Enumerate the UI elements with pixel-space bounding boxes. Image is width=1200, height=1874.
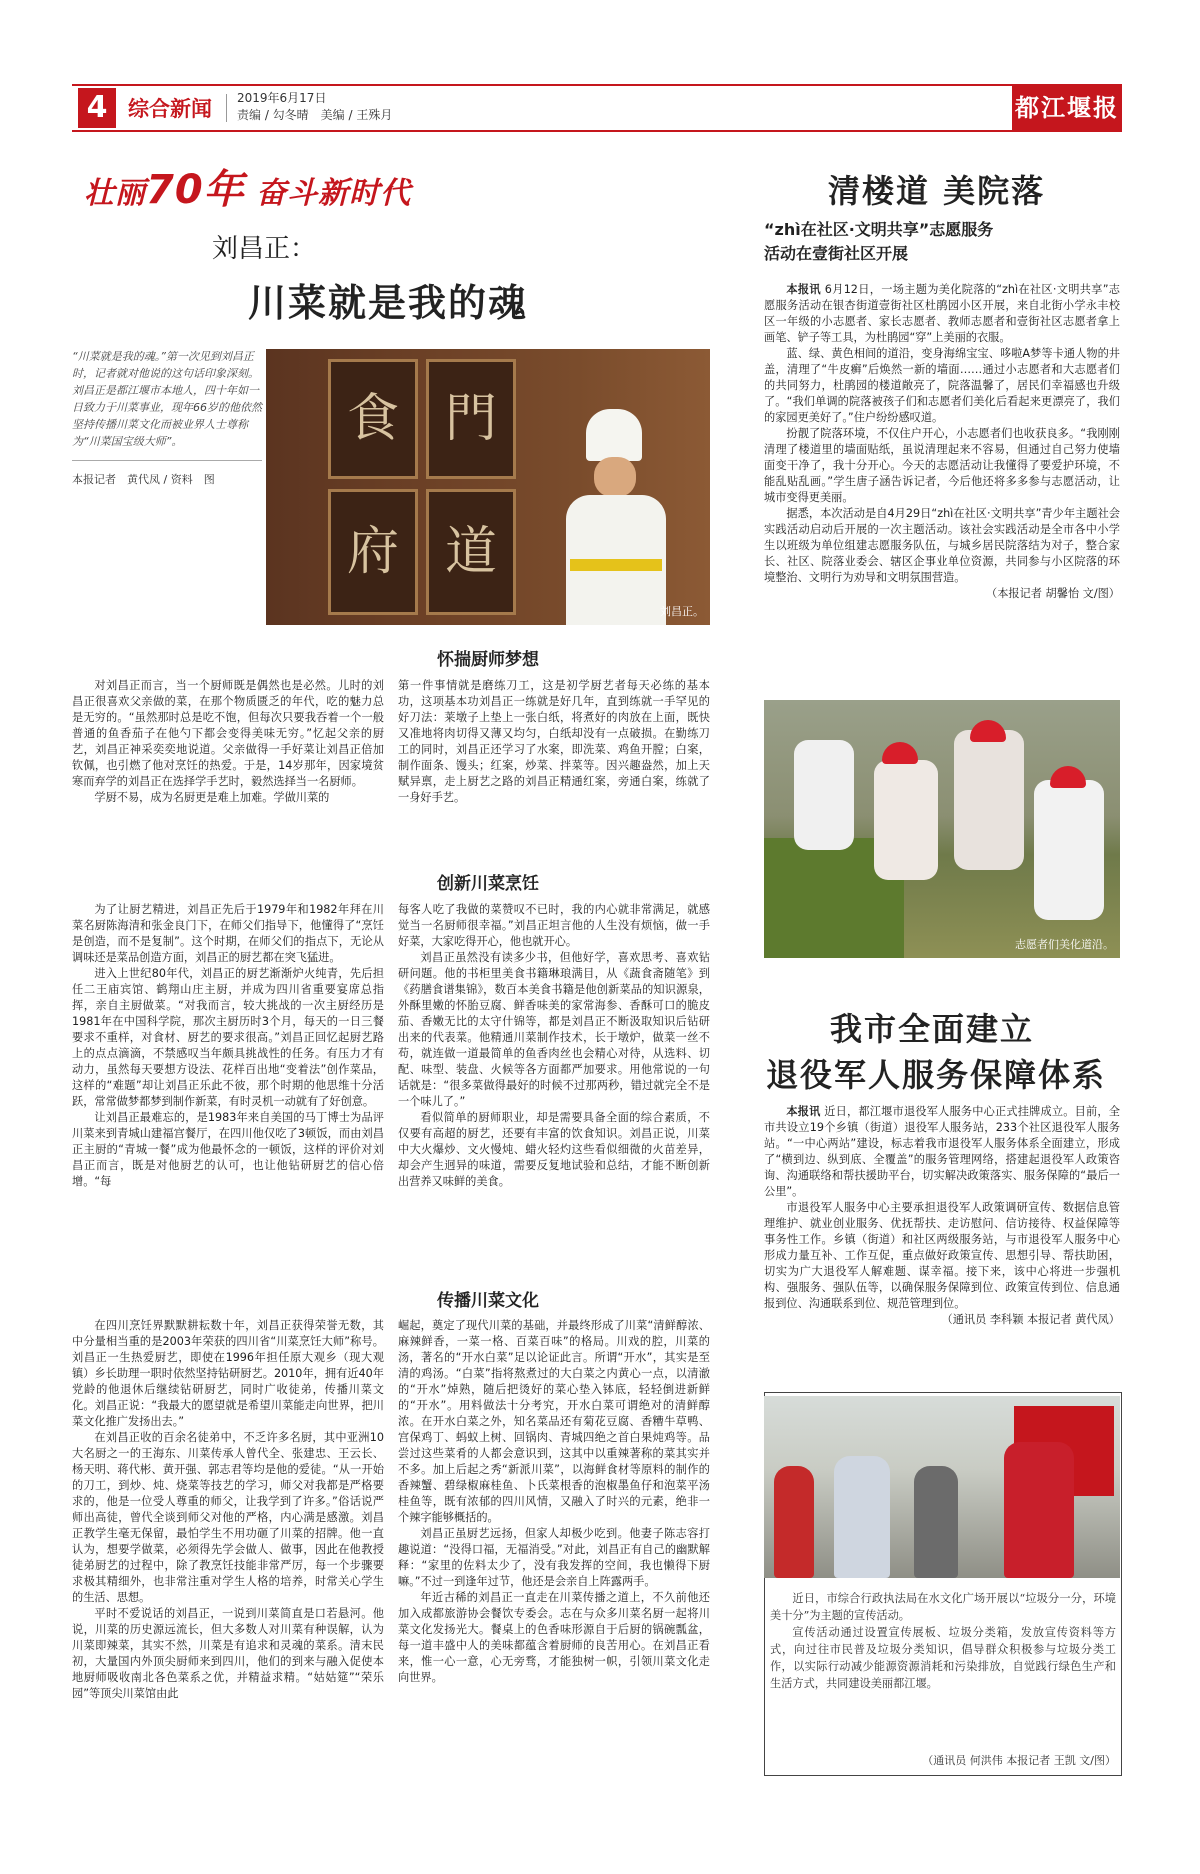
paragraph: 扮靓了院落环境，不仅住户开心，小志愿者们也收获良多。“我刚刚清理了楼道里的墙面贴纸，虽说清理起来不容易，但通过自己努力使墙面变干净了，我十分开心。今天的志愿活动让我懂得了要爱护环境，不能乱贴乱画。”学生唐子涵告诉记者，今后他还将多多参与志愿活动，让城市变得更美丽。 xyxy=(764,427,1120,504)
article-column xyxy=(398,902,710,1190)
right-mid-title-line1: 我市全面建立 xyxy=(830,1010,1035,1048)
garbage-sorting-photo xyxy=(764,1396,1120,1578)
article-column xyxy=(398,678,710,806)
masthead xyxy=(72,84,1122,132)
photo-figure xyxy=(1004,1442,1074,1578)
subtitle-line2: 活动在壹街社区开展 xyxy=(764,244,909,263)
paragraph: 宣传活动通过设置宣传展板、垃圾分类箱，发放宣传资料等方式，向过往市民普及垃圾分类知识，倡导群众积极参与垃圾分类工作，以实际行动减少能源资源消耗和污染排放，自觉践行绿色生产和生活方式，共同建设美丽都江堰。 xyxy=(770,1626,1116,1690)
editors-line: 责编 / 勾冬晴 美编 / 王殊月 xyxy=(237,108,393,122)
paper-logo: 都江堰报 xyxy=(1012,86,1122,130)
photo-cap xyxy=(970,720,1006,742)
section-name: 综合新闻 xyxy=(128,97,212,121)
chef-photo-caption: 刘昌正。 xyxy=(660,605,704,618)
paragraph: 刘昌正虽然没有读多少书，但他好学，喜欢思考、喜欢钻研问题。他的书柜里美食书籍琳琅满目，从《蔬食斋随笔》到《药膳食谱集锦》，数百本美食书籍是他创新菜品的知识源泉，外酥里嫩的怀胎豆腐、鲜香味美的家常海参、香酥可口的脆皮茄、香嫩无比的太守什锦等，都是刘昌正不断汲取知识后钻研出来的代表菜。他精通川菜制作技术，长于墩炉，做菜一丝不苟，就连做一道最简单的鱼香肉丝也会精心对待，从选料、切配、味型、装盘、火候等各方面都严加要求。用他常说的一句话就是：“很多菜做得最好的时候不过那两秒，错过就完全不是一个味儿了。” xyxy=(398,951,710,1108)
issue-date: 2019年6月17日 xyxy=(237,91,327,105)
section-heading: 传播川菜文化 xyxy=(437,1291,539,1311)
chef-photo xyxy=(266,349,710,625)
photo-figure xyxy=(914,1466,958,1578)
paragraph: 据悉，本次活动是自4月29日“zhì在社区·文明共享”青少年主题社会实践活动启动后开展的一次主题活动。该社会实践活动是全市各中小学生以班级为单位组建志愿服务队伍，与城乡居民院落结为对子，整合家长、社区、院落业委会、辖区企事业单位资源，共同参与小区院落的环境整治、文明行为劝导和文明氛围营造。 xyxy=(764,507,1120,584)
article-column xyxy=(764,282,1120,602)
theme-banner xyxy=(84,158,411,215)
paragraph: 第一件事情就是磨练刀工，这是初学厨艺者每天必练的基本功，这项基本功刘昌正一练就是好几年，直到练就一手罕见的好刀法：莱墩子上垫上一张白纸，将煮好的肉放在上面，既快又准地将肉切得又薄又均匀，白纸却没有一点破损。在勤练刀工的同时，刘昌正还学习了水案，即洗菜、鸡鱼开膛；白案，制作面条、馒头；红案，炒菜、拌菜等。因兴趣盎然，加上天赋异禀，走上厨艺之路的刘昌正精通红案，旁通白案，练就了一身好手艺。 xyxy=(398,679,710,804)
sign-panel: 食 xyxy=(328,359,418,479)
right-mid-title-line2: 退役军人服务保障体系 xyxy=(766,1056,1107,1094)
article-column xyxy=(72,678,384,806)
photo-figure xyxy=(794,740,854,850)
photo-news-caption xyxy=(770,1590,1116,1692)
subtitle-line1: “zhì在社区·文明共享”志愿服务 xyxy=(764,220,994,239)
volunteers-photo xyxy=(764,700,1120,958)
byline: （通讯员 李科颖 本报记者 黄代凤） xyxy=(941,1313,1120,1326)
sign-panel: 門 xyxy=(426,359,516,479)
photo-news-credit: （通讯员 何洪伟 本报记者 王凯 文/图） xyxy=(922,1754,1116,1767)
paragraph: 进入上世纪80年代，刘昌正的厨艺渐渐炉火纯青，先后担任二王庙宾馆、鹤翔山庄主厨，并成为四川省重要宴席总指挥，亲自主厨做菜。“对我而言，较大挑战的一次主厨经历是1981年在中国科学院，那次主厨历时3个月，每天的一日三餐要求不重样，对食材、厨艺的要求很高。”刘昌正回忆起厨艺路上的点点滴滴，不禁感叹当年颇具挑战性的任务。有压力才有动力，虽然每天要想方设法、花样百出地“变着法”创作菜品，这样的“难题”却让刘昌正乐此不彼，那个时期的他思维十分活跃，常常做梦都梦到制作新菜，有时灵机一动就有了好创意。 xyxy=(72,967,384,1108)
photo-figure xyxy=(834,1456,890,1578)
lead-label: 本报讯 xyxy=(786,1105,821,1118)
left-title-line1: 刘昌正： xyxy=(212,234,317,264)
right-top-title: 清楼道 美院落 xyxy=(828,172,1046,210)
right-top-subtitle xyxy=(764,218,1124,266)
masthead-top-rule xyxy=(72,84,1122,86)
intro-divider xyxy=(72,460,262,461)
section-divider xyxy=(226,94,227,122)
paragraph: 近日，都江堰市退役军人服务中心正式挂牌成立。目前，全市共设立19个乡镇（街道）退役军人服务站，233个社区退役军人服务站。“一中心两站”建设，标志着我市退役军人服务体系全面建立，形成了“横到边、纵到底、全覆盖”的服务管理网络，搭建起退役军人政策咨询、沟通联络和帮扶援助平台，切实解决政策落实、服务保障的“最后一公里”。 xyxy=(764,1105,1120,1198)
article-column xyxy=(72,1318,384,1702)
section-heading: 创新川菜烹饪 xyxy=(437,874,539,894)
photo-cap xyxy=(882,742,918,764)
theme-suffix: 奋斗新时代 xyxy=(256,176,412,211)
paragraph: 蓝、绿、黄色相间的道沿，变身海绵宝宝、哆啦A梦等卡通人物的井盖，清理了“牛皮癣”后焕然一新的墙面……通过小志愿者和大志愿者们的共同努力，杜鹃园的楼道敞亮了，院落温馨了，居民们幸福感也升级了。“我们单调的院落被孩子们和志愿者们美化后看起来更漂亮了，我们的家园更美好了。”住户纷纷感叹道。 xyxy=(764,347,1120,424)
photo-cap xyxy=(1050,766,1086,788)
page-number: 4 xyxy=(78,88,116,128)
photo-figure xyxy=(1034,780,1104,920)
paragraph: 为了让厨艺精进，刘昌正先后于1979年和1982年拜在川菜名厨陈海清和张金良门下，在师父们指导下，他懂得了“烹饪是创造，而不是复制”。这个时期，在师父们的指点下，无论从调味还是菜品创造方面，刘昌正的厨艺都在突飞猛进。 xyxy=(72,903,384,964)
intro-box xyxy=(72,348,262,487)
chef-sash xyxy=(570,559,662,571)
article-column xyxy=(72,902,384,1190)
paragraph: 6月12日，一场主题为美化院落的“zhì在社区·文明共享”志愿服务活动在银杏街道壹街社区杜鹃园小区开展，来自北街小学永丰校区一年级的小志愿者、家长志愿者、教师志愿者和壹街社区志愿者拿上画笔、铲子等工具，为杜鹃园“穿”上美丽的衣服。 xyxy=(764,283,1120,344)
paragraph: 在刘昌正收的百余名徒弟中，不乏许多名厨，其中亚洲10大名厨之一的王海东、川菜传承人曾代全、张建忠、王云长、杨天明、蒋代彬、黄开强、郭志君等均是他的爱徒。“从一开始的刀工，到炒、炖、烧菜等技艺的学习，师父对我都是严格要求的，他是一位受人尊重的师父，让我学到了许多。”俗话说严师出高徒，曾代全谈到师父对他的严格，内心满是感激。刘昌正教学生毫无保留，最怕学生不用功砸了川菜的招牌。他一直认为，想要学做菜，必须得先学会做人、做事，因此在他教授徒弟厨艺的过程中，除了教烹饪技能非常严厉，每一个步骤要求极其精细外，也非常注重对学生人格的培养，时常关心学生的生活、思想。 xyxy=(72,1431,384,1604)
theme-prefix: 壮丽 xyxy=(84,176,146,211)
paragraph: 每客人吃了我做的菜赞叹不已时，我的内心就非常满足，就感觉当一名厨师很幸福。”刘昌正坦言他的人生没有烦恼，做一手好菜，大家吃得开心，他也就开心。 xyxy=(398,903,710,948)
paragraph: 对刘昌正而言，当一个厨师既是偶然也是必然。儿时的刘昌正很喜欢父亲做的菜，在那个物质匮乏的年代，吃的魅力总是无穷的。“虽然那时总是吃不饱，但每次只要我吞着一个一般普通的鱼香茄子在他勺下都会变得美味无穷。”忆起父亲的厨艺，刘昌正神采奕奕地说道。父亲做得一手好菜让刘昌正倍加钦佩，也引燃了他对烹饪的热爱。于是，14岁那年，因家境贫寒而弃学的刘昌正在选择学手艺时，毅然选择当一名厨师。 xyxy=(72,679,384,788)
paragraph: 崛起，奠定了现代川菜的基础，并最终形成了川菜“清鲜醇浓、麻辣鲜香，一菜一格、百菜百味”的格局。川戏的腔，川菜的汤，著名的“开水白菜”足以论证此言。所谓“开水”，其实是至清的鸡汤。“白菜”指将熬煮过的大白菜之内黄心一点，以清澈的“开水”焯熟，随后把烫好的菜心垫入钵底，轻轻倒进新鲜的“开水”。用料做法十分考究，开水白菜可谓绝对的清鲜醇浓。在开水白菜之外，知名菜品还有菊花豆腐、香糟牛草鸭、宫保鸡丁、蚂蚁上树、回锅肉、青城四绝之首白果炖鸡等。品尝过这些菜肴的人都会意识到，这其中以重辣著称的菜其实并不多。加上后起之秀“新派川菜”，以海鲜食材等原料的制作的香辣蟹、碧绿椒麻桂鱼、卜氏菜根香的泡椒墨鱼仔和泡菜平汤桂鱼等，既有浓郁的四川风情，又融入了时兴的元素，绝非一个辣字能够概括的。 xyxy=(398,1319,710,1524)
lead-label: 本报讯 xyxy=(786,283,821,296)
chef-hat xyxy=(586,409,642,461)
article-column xyxy=(398,1318,710,1686)
paragraph: 近日，市综合行政执法局在水文化广场开展以“垃圾分一分，环境美十分”为主题的宣传活动。 xyxy=(770,1592,1116,1622)
article-column xyxy=(764,1104,1120,1328)
paragraph: 市退役军人服务中心主要承担退役军人政策调研宣传、数据信息管理维护、就业创业服务、优抚帮扶、走访慰问、信访接待、权益保障等事务性工作。乡镇（街道）和社区两级服务站，与市退役军人服务中心形成力量互补、工作互促，重点做好政策宣传、思想引导、帮扶助困，切实为广大退役军人解难题、谋幸福。接下来，该中心将进一步强机构、强服务、强队伍等，以确保服务保障到位、政策宣传到位、信息通报到位、沟通联系到位、规范管理到位。 xyxy=(764,1201,1120,1310)
volunteers-photo-caption: 志愿者们美化道沿。 xyxy=(1015,938,1114,951)
theme-70: 70年 xyxy=(146,167,245,213)
photo-figure xyxy=(774,1466,814,1578)
sign-panel: 府 xyxy=(328,489,418,615)
paragraph: 让刘昌正最难忘的，是1983年来自美国的马丁博士为品评川菜来到青城山建福宫餐厅，在四川他仅吃了3顿饭，而由刘昌正主厨的“青城一餐”成为他最怀念的一顿饭，这样的评价对刘昌正而言，既是对他厨艺的认可，也让他钻研厨艺的信心倍增。“每 xyxy=(72,1111,384,1188)
photo-figure xyxy=(874,760,938,880)
section-heading: 怀揣厨师梦想 xyxy=(437,650,539,670)
left-title-line2: 川菜就是我的魂 xyxy=(248,280,529,325)
chef-face xyxy=(594,457,636,497)
paragraph: 看似简单的厨师职业，却是需要具备全面的综合素质，不仅要有高超的厨艺，还要有丰富的饮食知识。刘昌正说，川菜中大火爆炒、文火慢炖、蜡火轻灼这些看似细微的火苗差异，却会产生迥异的味道，需要反复地试验和总结，才能不断创新出营养又味鲜的美食。 xyxy=(398,1111,710,1188)
date-editors xyxy=(237,90,392,124)
paragraph: 学厨不易，成为名厨更是难上加难。学做川菜的 xyxy=(94,791,330,804)
intro-credit: 本报记者 黄代凤 / 资料 图 xyxy=(72,473,215,486)
masthead-bottom-rule xyxy=(72,130,1122,132)
paragraph: 年近古稀的刘昌正一直走在川菜传播之道上，不久前他还加入成都旅游协会餐饮专委会。志在与众多川菜名厨一起将川菜文化发扬光大。餐桌上的色香味形源自于后厨的锅碗瓢盆，每一道丰盛中人的美味都蕴含着厨师的良苦用心。在刘昌正看来，惟一心一意，心无旁骛，才能独树一帜，引领川菜文化走向世界。 xyxy=(398,1591,710,1684)
sign-panel: 道 xyxy=(426,489,516,615)
paragraph: 刘昌正虽厨艺远扬，但家人却极少吃到。他妻子陈志容打趣说道：“没得口福，无福消受。”对此，刘昌正有自己的幽默解释：“家里的佐料太少了，没有我发挥的空间，我也懒得下厨嘛。”不过一到逢年过节，他还是会亲自上阵露两手。 xyxy=(398,1527,710,1588)
photo-figure xyxy=(954,730,1024,870)
byline: （本报记者 胡馨怡 文/图） xyxy=(986,587,1120,600)
paragraph: 在四川烹饪界默默耕耘数十年，刘昌正获得荣誉无数，其中分量相当重的是2003年荣获的四川省“川菜烹饪大师”称号。刘昌正一生热爱厨艺，即使在1996年担任原大观乡（现大观镇）乡长助理一职时依然坚持钻研厨艺。2010年，拥有近40年党龄的他退休后继续钻研厨艺，同时广收徒弟，传播川菜文化。刘昌正说：“我最大的愿望就是希望川菜能走向世界，把川菜文化推广发扬出去。” xyxy=(72,1319,384,1428)
chef-figure xyxy=(566,409,666,625)
intro-text: “川菜就是我的魂。”第一次见到刘昌正时，记者就对他说的这句话印象深刻。刘昌正是都江堰市本地人，四十年如一日致力于川菜事业，现年66岁的他依然坚持传播川菜文化而被业界人士尊称为“川菜国宝级大师”。 xyxy=(72,350,262,448)
paragraph: 平时不爱说话的刘昌正，一说到川菜简直是口若悬河。他说，川菜的历史源远流长，但大多数人对川菜有种误解，认为川菜即辣菜，其实不然，川菜是有追求和灵魂的菜系。清末民初，大量国内外顶尖厨师来到四川，他们的到来与融入促使本地厨师吸收南北各色菜系之优，并精益求精。“姑姑筵”“荣乐园”等顶尖川菜馆由此 xyxy=(72,1607,384,1700)
